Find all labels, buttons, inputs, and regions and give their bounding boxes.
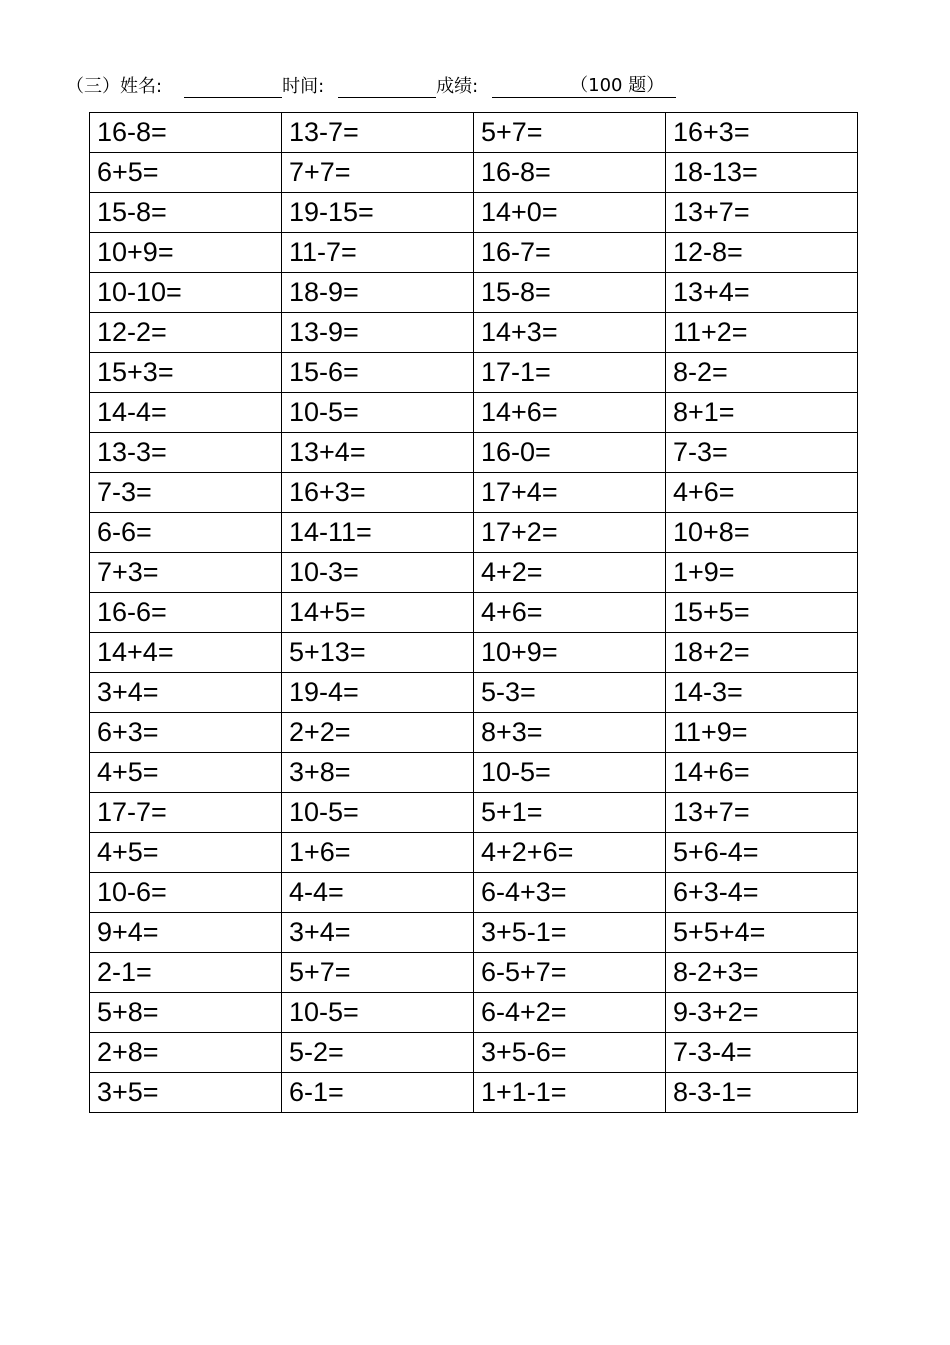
problem-cell: 10-5= (282, 793, 474, 833)
problem-cell: 17-1= (474, 353, 666, 393)
problem-cell: 9-3+2= (666, 993, 858, 1033)
problem-cell: 13+7= (666, 793, 858, 833)
problem-cell: 14+0= (474, 193, 666, 233)
problem-cell: 11+9= (666, 713, 858, 753)
problem-row (90, 673, 858, 713)
problem-cell: 8-3-1= (666, 1073, 858, 1113)
problem-cell: 10+9= (90, 233, 282, 273)
problem-cell: 5-3= (474, 673, 666, 713)
section-number: （三） (66, 76, 120, 97)
problem-row (90, 393, 858, 433)
name-blank[interactable] (184, 73, 282, 98)
problem-row (90, 113, 858, 153)
problem-cell: 6+5= (90, 153, 282, 193)
problem-row (90, 793, 858, 833)
problem-cell: 10-3= (282, 553, 474, 593)
problem-cell: 11-7= (282, 233, 474, 273)
problem-row (90, 993, 858, 1033)
problem-cell: 16+3= (282, 473, 474, 513)
problem-cell: 6-4+3= (474, 873, 666, 913)
problem-cell: 15-8= (90, 193, 282, 233)
problem-cell: 15-8= (474, 273, 666, 313)
worksheet-header (66, 70, 676, 98)
problem-cell: 12-8= (666, 233, 858, 273)
problem-row (90, 273, 858, 313)
problem-cell: 7-3= (666, 433, 858, 473)
name-label: 姓名: (120, 76, 163, 97)
problem-count-note: （100 题） (570, 75, 665, 96)
problem-cell: 3+5-1= (474, 913, 666, 953)
problem-cell: 18+2= (666, 633, 858, 673)
problem-row (90, 1033, 858, 1073)
problem-cell: 10+8= (666, 513, 858, 553)
problem-row (90, 353, 858, 393)
problem-grid (89, 112, 858, 1113)
problem-cell: 16+3= (666, 113, 858, 153)
time-blank[interactable] (338, 73, 436, 98)
problem-row (90, 913, 858, 953)
problem-cell: 2+2= (282, 713, 474, 753)
problem-cell: 3+4= (282, 913, 474, 953)
problem-cell: 6-6= (90, 513, 282, 553)
problem-cell: 16-6= (90, 593, 282, 633)
problem-cell: 5+8= (90, 993, 282, 1033)
problem-cell: 7+7= (282, 153, 474, 193)
problem-cell: 3+5= (90, 1073, 282, 1113)
problem-row (90, 233, 858, 273)
problem-cell: 1+6= (282, 833, 474, 873)
problem-cell: 17+2= (474, 513, 666, 553)
problem-cell: 6+3-4= (666, 873, 858, 913)
problem-cell: 7-3= (90, 473, 282, 513)
problem-row (90, 633, 858, 673)
problem-cell: 5+6-4= (666, 833, 858, 873)
problem-cell: 11+2= (666, 313, 858, 353)
problem-cell: 17-7= (90, 793, 282, 833)
problem-cell: 5+13= (282, 633, 474, 673)
problem-cell: 13+4= (666, 273, 858, 313)
problem-cell: 4-4= (282, 873, 474, 913)
problem-row (90, 193, 858, 233)
problem-cell: 7-3-4= (666, 1033, 858, 1073)
problem-row (90, 513, 858, 553)
problem-cell: 3+8= (282, 753, 474, 793)
problem-cell: 19-15= (282, 193, 474, 233)
problem-cell: 13-7= (282, 113, 474, 153)
problem-row (90, 873, 858, 913)
problem-cell: 2+8= (90, 1033, 282, 1073)
problem-cell: 10+9= (474, 633, 666, 673)
problem-row (90, 593, 858, 633)
problem-row (90, 153, 858, 193)
problem-cell: 6+3= (90, 713, 282, 753)
problem-row (90, 553, 858, 593)
problem-cell: 8+1= (666, 393, 858, 433)
time-label: 时间: (282, 76, 325, 97)
problem-cell: 3+5-6= (474, 1033, 666, 1073)
problem-cell: 5+1= (474, 793, 666, 833)
problem-cell: 19-4= (282, 673, 474, 713)
problem-cell: 5+7= (474, 113, 666, 153)
problem-cell: 8+3= (474, 713, 666, 753)
problem-cell: 14+5= (282, 593, 474, 633)
problem-cell: 16-7= (474, 233, 666, 273)
problem-cell: 13+4= (282, 433, 474, 473)
problem-cell: 5-2= (282, 1033, 474, 1073)
problem-cell: 15+5= (666, 593, 858, 633)
problem-cell: 10-5= (282, 993, 474, 1033)
problem-cell: 5+7= (282, 953, 474, 993)
problem-cell: 13-3= (90, 433, 282, 473)
problem-cell: 16-0= (474, 433, 666, 473)
problem-cell: 18-9= (282, 273, 474, 313)
problem-cell: 13+7= (666, 193, 858, 233)
problem-cell: 14+6= (666, 753, 858, 793)
problem-cell: 18-13= (666, 153, 858, 193)
problem-cell: 12-2= (90, 313, 282, 353)
problem-cell: 10-5= (474, 753, 666, 793)
problem-cell: 10-6= (90, 873, 282, 913)
problem-cell: 15-6= (282, 353, 474, 393)
problem-cell: 1+1-1= (474, 1073, 666, 1113)
problem-cell: 16-8= (90, 113, 282, 153)
score-label: 成绩: (436, 76, 479, 97)
problem-cell: 9+4= (90, 913, 282, 953)
problem-cell: 13-9= (282, 313, 474, 353)
problem-cell: 4+6= (666, 473, 858, 513)
problem-cell: 3+4= (90, 673, 282, 713)
problem-cell: 14-3= (666, 673, 858, 713)
problem-cell: 5+5+4= (666, 913, 858, 953)
problem-cell: 4+2+6= (474, 833, 666, 873)
problem-row (90, 433, 858, 473)
problem-row (90, 1073, 858, 1113)
problem-cell: 14+3= (474, 313, 666, 353)
problem-cell: 6-4+2= (474, 993, 666, 1033)
problem-cell: 6-1= (282, 1073, 474, 1113)
problem-cell: 8-2= (666, 353, 858, 393)
problem-row (90, 753, 858, 793)
problem-row (90, 313, 858, 353)
problem-cell: 16-8= (474, 153, 666, 193)
problem-cell: 2-1= (90, 953, 282, 993)
problem-cell: 15+3= (90, 353, 282, 393)
problem-row (90, 833, 858, 873)
problem-cell: 14+6= (474, 393, 666, 433)
problem-cell: 4+5= (90, 833, 282, 873)
problem-cell: 1+9= (666, 553, 858, 593)
problem-cell: 4+2= (474, 553, 666, 593)
problem-cell: 17+4= (474, 473, 666, 513)
problem-cell: 4+5= (90, 753, 282, 793)
problem-cell: 14+4= (90, 633, 282, 673)
problem-cell: 14-4= (90, 393, 282, 433)
problem-row (90, 473, 858, 513)
problem-cell: 14-11= (282, 513, 474, 553)
problem-row (90, 953, 858, 993)
problem-row (90, 713, 858, 753)
problem-cell: 10-5= (282, 393, 474, 433)
problem-cell: 6-5+7= (474, 953, 666, 993)
problem-cell: 8-2+3= (666, 953, 858, 993)
problem-cell: 10-10= (90, 273, 282, 313)
problem-cell: 4+6= (474, 593, 666, 633)
problem-cell: 7+3= (90, 553, 282, 593)
score-blank[interactable] (492, 74, 676, 98)
